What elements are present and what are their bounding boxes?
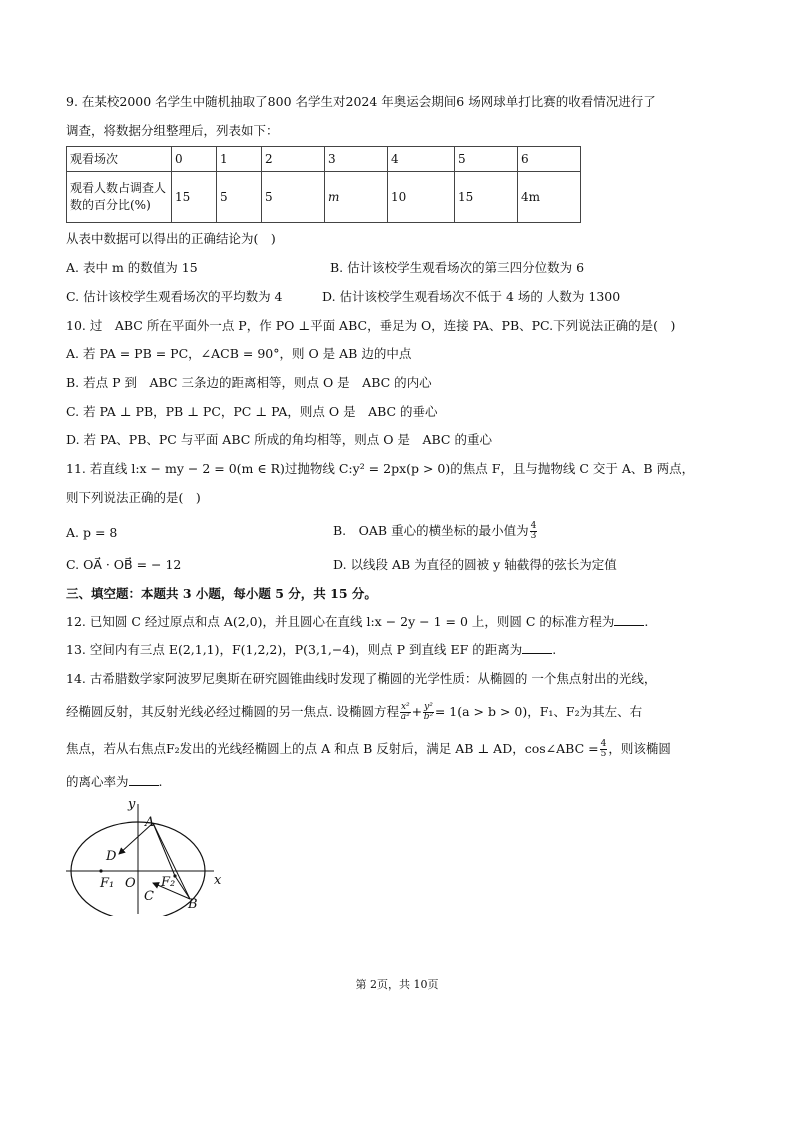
q11-option-b [333, 522, 733, 541]
fraction [400, 703, 411, 722]
q11-option-d: D. 以线段 AB 为直径的圆被 y 轴截得的弦长为定值 [333, 557, 617, 572]
table-cell: 0 [172, 147, 217, 172]
label-f2: F₂ [161, 875, 176, 890]
label-x: x [214, 873, 222, 888]
answer-blank [129, 773, 159, 786]
fraction-numerator: y² [424, 702, 433, 712]
q9-line2: 调查，将数据分组整理后，列表如下： [66, 123, 279, 138]
q9-option-c: C. 估计该校学生观看场次的平均数为 4 [66, 289, 283, 304]
label-d: D [106, 849, 117, 864]
q14-line4-text: 的离心率为 [66, 774, 129, 789]
q9-option-b: B. 估计该校学生观看场次的第三四分位数为 6 [330, 260, 585, 275]
fraction-denominator: 3 [530, 531, 537, 541]
page-footer: 第 2页，共 10页 [355, 978, 439, 991]
table-cell: 5 [217, 172, 262, 223]
table-cell: 6 [518, 147, 581, 172]
q11-line2: 则下列说法正确的是( ) [66, 490, 201, 505]
fraction [600, 740, 608, 759]
fraction-numerator: 4 [600, 739, 607, 749]
fraction [423, 703, 434, 722]
focus-f1-point [99, 869, 102, 872]
q12-end: . [644, 614, 649, 629]
q14-line4 [66, 773, 746, 791]
table-cell: 1 [217, 147, 262, 172]
q9-question: 从表中数据可以得出的正确结论为( ) [66, 231, 276, 246]
table-cell: 3 [325, 147, 388, 172]
q11-option-a: A. p = 8 [66, 525, 118, 540]
q10-option-a: A. 若 PA = PB = PC，∠ACB = 90°，则 O 是 AB 边的中点 [66, 346, 412, 361]
table-cell: 4m [518, 172, 581, 223]
table-cell: 5 [455, 147, 518, 172]
q10-option-c: C. 若 PA ⊥ PB，PB ⊥ PC，PC ⊥ PA，则点 O 是 ABC 的垂心 [66, 404, 438, 419]
q13-text: 13. 空间内有三点 E(2,1,1)，F(1,2,2)，P(3,1,−4)，则点 P 到直线 EF 的距离为 [66, 642, 523, 657]
q10-option-b: B. 若点 P 到 ABC 三条边的距离相等，则点 O 是 ABC 的内心 [66, 375, 432, 390]
q11-line1: 11. 若直线 l:x − my − 2 = 0(m ∈ R)过抛物线 C:y² = 2px(p > 0)的焦点 F，且与抛物线 C 交于 A、B 两点， [66, 461, 695, 476]
table-cell: 2 [262, 147, 325, 172]
table-cell: m [325, 172, 388, 223]
q9-line1: 9. 在某校2000 名学生中随机抽取了800 名学生对2024 年奥运会期间6 场网球单打比赛的收看情况进行了 [66, 94, 656, 109]
label-b: B [188, 897, 198, 912]
table-row [67, 147, 581, 172]
answer-blank [522, 641, 552, 654]
q14-line3 [66, 740, 746, 759]
segment-af2 [153, 823, 175, 876]
q12-text: 12. 已知圆 C 经过原点和点 A(2,0)，并且圆心在直线 l:x − 2y − 1 = 0 上，则圆 C 的标准方程为 [66, 614, 615, 629]
fraction-denominator: 5 [600, 749, 607, 759]
q13 [66, 641, 746, 659]
label-f1: F₁ [100, 876, 115, 891]
q12 [66, 613, 746, 631]
row-header-line: 观看人数占调查人 [70, 181, 167, 195]
q9-option-d: D. 估计该校学生观看场次不低于 4 场的 人数为 1300 [322, 289, 621, 304]
fraction-denominator: a² [400, 712, 410, 722]
table-cell: 观看场次 [67, 147, 172, 172]
q14-line2 [66, 703, 746, 722]
table-cell: 4 [388, 147, 455, 172]
q9-table [66, 146, 581, 223]
ellipse-diagram [62, 796, 232, 916]
fraction-denominator: b² [423, 712, 434, 722]
table-cell: 10 [388, 172, 455, 223]
label-o: O [125, 876, 136, 891]
table-cell: 15 [172, 172, 217, 223]
q10-stem: 10. 过 ABC 所在平面外一点 P，作 PO ⊥平面 ABC，垂足为 O，连接 PA、PB、PC.下列说法正确的是( ) [66, 318, 676, 333]
fraction-numerator: x² [400, 702, 410, 712]
plus-sign: + [411, 704, 423, 719]
answer-blank [614, 613, 644, 626]
q14-line2-end: = 1(a > b > 0)，F₁、F₂为其左、右 [434, 704, 643, 719]
q9-option-a: A. 表中 m 的数值为 15 [66, 260, 198, 275]
label-a: A [145, 815, 155, 830]
fraction [530, 522, 538, 541]
q14-line3-end: ，则该椭圆 [608, 741, 671, 756]
q14-line2-text: 经椭圆反射，其反射光线必经过椭圆的另一焦点. 设椭圆方程 [66, 704, 399, 719]
q11-option-b-text: B. OAB 重心的横坐标的最小值为 [333, 523, 529, 538]
q14-line4-end: . [158, 774, 163, 789]
table-row-header [67, 172, 172, 223]
section-3-heading: 三、填空题：本题共 3 小题，每小题 5 分，共 15 分。 [66, 586, 377, 601]
label-y: y [128, 797, 136, 812]
fraction-numerator: 4 [530, 521, 537, 531]
q10-option-d: D. 若 PA、PB、PC 与平面 ABC 所成的角均相等，则点 O 是 ABC 的重心 [66, 432, 492, 447]
q14-line3-text: 焦点，若从右焦点F₂发出的光线经椭圆上的点 A 和点 B 反射后，满足 AB ⊥ AD，cos∠ABC = [66, 741, 599, 756]
table-cell: 15 [455, 172, 518, 223]
label-c: C [144, 889, 154, 904]
q11-option-c: C. OA⃗ · OB⃗ = − 12 [66, 557, 182, 572]
table-row [67, 172, 581, 223]
table-cell: 5 [262, 172, 325, 223]
q13-end: . [552, 642, 557, 657]
row-header-line: 数的百分比(%) [70, 198, 151, 212]
q14-line1: 14. 古希腊数学家阿波罗尼奥斯在研究圆锥曲线时发现了椭圆的光学性质：从椭圆的 一个焦点射出的光线， [66, 671, 657, 686]
